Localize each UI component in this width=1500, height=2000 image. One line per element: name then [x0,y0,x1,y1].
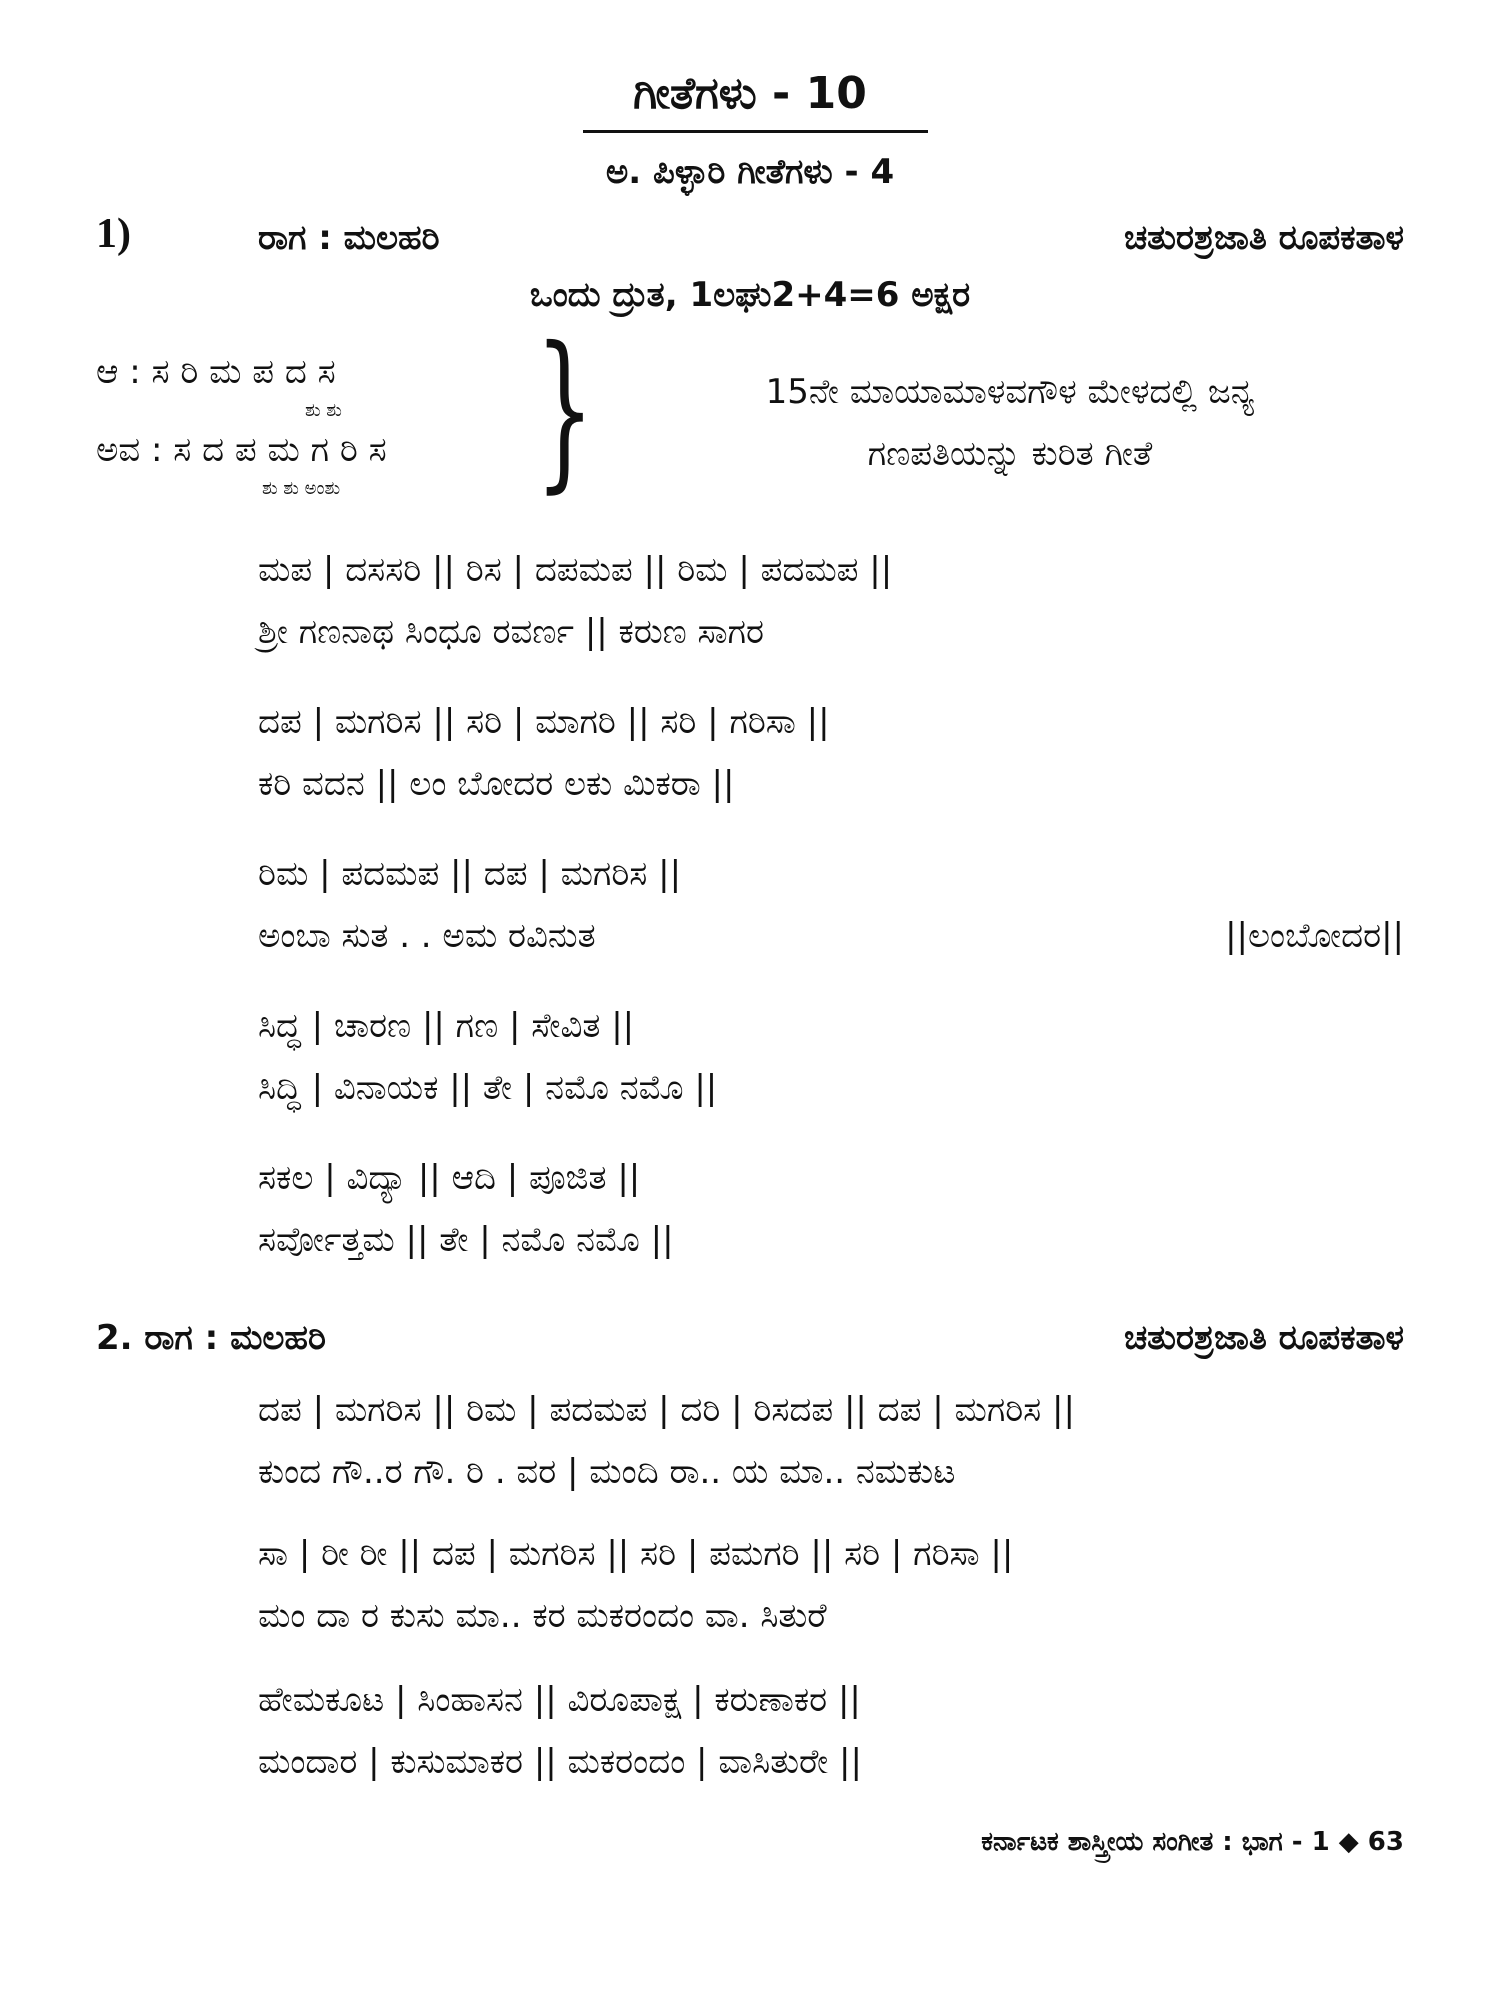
section2-heading: 2. ರಾಗ : ಮಲಹರಿ [96,1318,326,1358]
section2-line: ಮಂದಾರ | ಕುಸುಮಾಕರ || ಮಕರಂದಂ | ವಾಸಿತುರೇ || [258,1742,862,1782]
section1-line: ದಪ | ಮಗರಿಸ || ಸರಿ | ಮಾಗರಿ || ಸರಿ | ಗರಿಸಾ || [258,702,830,742]
section1-line: ಸಿದ್ಧ | ಚಾರಣ || ಗಣ | ಸೇವಿತ || [258,1006,635,1046]
section2-line: ದಪ | ಮಗರಿಸ || ರಿಮ | ಪದಮಪ | ದರಿ | ರಿಸದಪ || ದಪ | ಮಗರಿಸ || [258,1390,1075,1430]
page-title: ಗೀತೆಗಳು - 10 [633,68,867,119]
avarohana: ಅವ : ಸ ದ ಪ ಮ ಗ ರಿ ಸ [96,430,387,470]
section1-raga: ರಾಗ : ಮಲಹರಿ [258,218,440,258]
page-subtitle: ಅ. ಪಿಳ್ಳಾರಿ ಗೀತೆಗಳು - 4 [605,152,895,192]
section1-line: ಸಿದ್ಧಿ | ವಿನಾಯಕ || ತೇ | ನಮೊ ನಮೊ || [258,1068,718,1108]
refrain: ||ಲಂಬೋದರ|| [1225,916,1404,956]
section2-tala: ಚತುರಶ್ರಜಾತಿ ರೂಪಕತಾಳ [1123,1318,1404,1358]
section1-line: ಸರ್ವೋತ್ತಮ || ತೇ | ನಮೊ ನಮೊ || [258,1220,674,1260]
page-footer: ಕರ್ನಾಟಕ ಶಾಸ್ತ್ರೀಯ ಸಂಗೀತ : ಭಾಗ - 1 ◆ 63 [981,1827,1404,1857]
section1-line: ಶ್ರೀ ಗಣನಾಥ ಸಿಂಧೂ ರವರ್ಣ || ಕರುಣ ಸಾಗರ [258,612,764,652]
section1-akshara: ಒಂದು ದ್ರುತ, 1ಲಘು2+4=6 ಅಕ್ಷರ [529,275,971,315]
section1-line: ಅಂಬಾ ಸುತ . . ಅಮ ರವಿನುತ [258,916,596,956]
brace-icon: } [535,311,595,509]
arohana: ಆ : ಸ ರಿ ಮ ಪ ದ ಸ [96,352,336,392]
section1-line: ಸಕಲ | ವಿದ್ಯಾ || ಆದಿ | ಪೂಜಿತ || [258,1158,641,1198]
section1-line: ಕರಿ ವದನ || ಲಂ ಬೋದರ ಲಕು ಮಿಕರಾ || [258,764,735,804]
section2-line: ಹೇಮಕೂಟ | ಸಿಂಹಾಸನ || ವಿರೂಪಾಕ್ಷ | ಕರುಣಾಕರ || [258,1680,861,1720]
section1-tala: ಚತುರಶ್ರಜಾತಿ ರೂಪಕತಾಳ [1123,218,1404,258]
section2-line: ಮಂ ದಾ ರ ಕುಸು ಮಾ.. ಕರ ಮಕರಂದಂ ವಾ. ಸಿತುರೆ [258,1596,827,1636]
section2-line: ಸಾ | ರೀ ರೀ || ದಪ | ಮಗರಿಸ || ಸರಿ | ಪಮಗರಿ || ಸರಿ | ಗರಿಸಾ || [258,1534,1014,1574]
section2-line: ಕುಂದ ಗೌ..ರ ಗೌ. ರಿ . ವರ | ಮಂದಿ ರಾ.. ಯ ಮಾ.. ನಮಕುಟ [258,1452,956,1492]
title-underline [583,130,928,133]
raga-description-line2: ಗಣಪತಿಯನ್ನು ಕುರಿತ ಗೀತೆ [867,434,1153,474]
raga-description-line1: 15ನೇ ಮಾಯಾಮಾಳವಗೌಳ ಮೇಳದಲ್ಲಿ ಜನ್ಯ [765,372,1255,412]
section1-number: 1) [96,211,131,257]
arohana-notes: ಶು ಶು [305,400,342,421]
avarohana-notes: ಶು ಶು ಅಂಶು [262,478,341,499]
section1-line: ರಿಮ | ಪದಮಪ || ದಪ | ಮಗರಿಸ || [258,854,682,894]
section1-line: ಮಪ | ದಸಸರಿ || ರಿಸ | ದಪಮಪ || ರಿಮ | ಪದಮಪ || [258,550,893,590]
